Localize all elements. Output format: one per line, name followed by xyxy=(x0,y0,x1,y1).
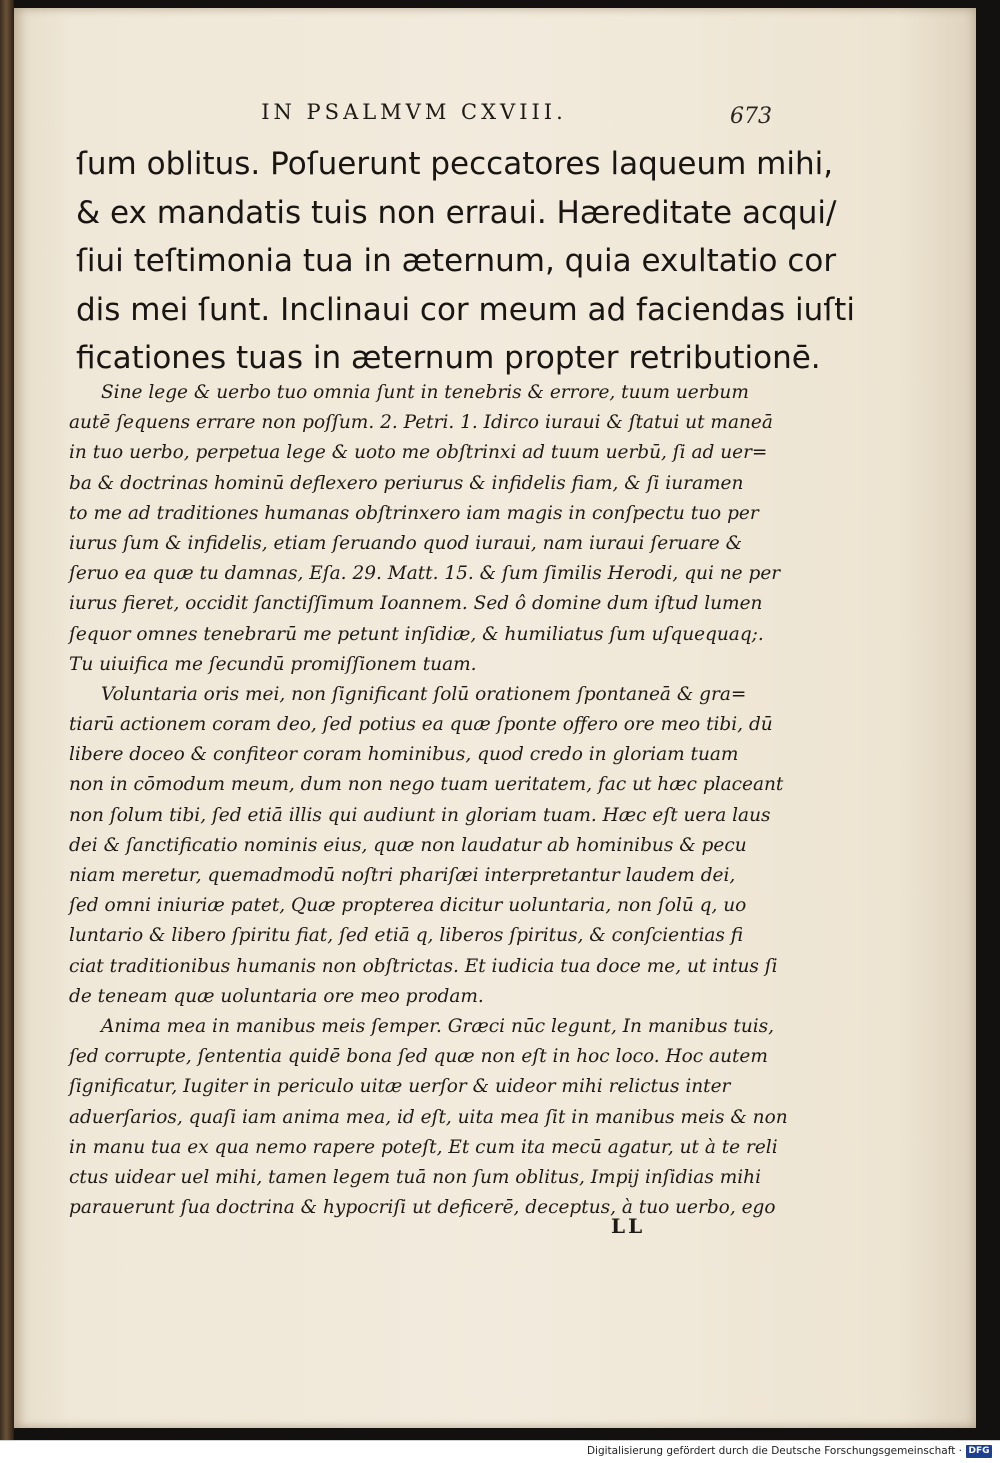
commentary-line: iurus ſum & infidelis, etiam ſeruando quod iuraui, nam iuraui ſeruare & xyxy=(69,532,743,554)
commentary-line: luntario & libero ſpiritu fiat, ſed etiā q, liberos ſpiritus, & conſcientias fi xyxy=(69,925,744,947)
psalm-line: ficationes tuas in æternum propter retributionē. xyxy=(76,340,821,376)
commentary-line: de teneam quæ uoluntaria ore meo prodam. xyxy=(69,985,484,1007)
dfg-logo: DFG xyxy=(966,1445,992,1458)
commentary-line: parauerunt ſua doctrina & hypocriſi ut deficerē, deceptus, à tuo uerbo, ego xyxy=(69,1197,776,1219)
commentary-line: Anima mea in manibus meis ſemper. Græci nūc legunt, In manibus tuis, xyxy=(101,1015,775,1037)
commentary-line: tiarū actionem coram deo, ſed potius ea quæ ſponte offero ore meo tibi, dū xyxy=(69,714,773,736)
psalm-line: dis mei ſunt. Inclinaui cor meum ad faciendas iuſti xyxy=(76,291,855,328)
commentary-line: iurus fieret, occidit ſanctiſſimum Ioannem. Sed ô domine dum iſtud lumen xyxy=(69,593,763,615)
psalm-line: & ex mandatis tuis non erraui. Hæreditate acqui/ xyxy=(76,194,837,231)
commentary-line: non in cōmodum meum, dum non nego tuam ueritatem, fac ut hæc placeant xyxy=(69,774,784,796)
psalm-line: ſiui teſtimonia tua in æternum, quia exultatio cor xyxy=(76,243,837,279)
folio-number: 673 xyxy=(730,104,772,129)
commentary-line: non ſolum tibi, ſed etiā illis qui audiunt in gloriam tuam. Hæc eſt uera laus xyxy=(69,804,771,826)
commentary-line: dei & ſanctificatio nominis eius, quæ non laudatur ab hominibus & pecu xyxy=(69,834,747,856)
book-page xyxy=(14,8,976,1428)
commentary-line: niam meretur, quemadmodū noſtri phariſæi interpretantur laudem dei, xyxy=(69,865,736,886)
commentary-line: autē ſequens errare non poſſum. 2. Petri. 1. Idirco iuraui & ſtatui ut maneā xyxy=(69,412,773,434)
commentary-line: Voluntaria oris mei, non ſignificant ſolū orationem ſpontaneā & gra= xyxy=(101,683,747,705)
psalm-line: ſum oblitus. Poſuerunt peccatores laqueum mihi, xyxy=(76,146,834,182)
running-head: IN PSALMVM CXVIII. xyxy=(261,100,567,124)
commentary-line: in manu tua ex qua nemo rapere poteſt, Et cum ita mecū agatur, ut à te reli xyxy=(69,1136,778,1158)
psalm-text-block xyxy=(76,140,855,383)
commentary-line: ſeruo ea quæ tu damnas, Eſa. 29. Matt. 15. & ſum ſimilis Herodi, qui ne per xyxy=(69,563,781,585)
signature-mark: LL xyxy=(611,1214,646,1238)
footer-funding-text: Digitalisierung gefördert durch die Deutsche Forschungsgemeinschaft · xyxy=(586,1445,962,1457)
commentary-line: Sine lege & uerbo tuo omnia ſunt in tenebris & errore, tuum uerbum xyxy=(101,382,749,403)
commentary-block xyxy=(69,378,788,1223)
commentary-line: ſed omni iniuriæ patet, Quæ propterea dicitur uoluntaria, non ſolū q, uo xyxy=(69,895,747,917)
book-binding-edge xyxy=(0,0,14,1440)
commentary-line: libere doceo & confiteor coram hominibus, quod credo in gloriam tuam xyxy=(69,744,739,766)
commentary-line: ctus uidear uel mihi, tamen legem tuā non ſum oblitus, Impij inſidias mihi xyxy=(69,1166,761,1188)
commentary-line: ſed corrupte, ſententia quidē bona ſed quæ non eſt in hoc loco. Hoc autem xyxy=(69,1046,768,1068)
commentary-line: ciat traditionibus humanis non obſtrictas. Et iudicia tua doce me, ut intus ſi xyxy=(69,955,778,977)
commentary-line: aduerſarios, quaſi iam anima mea, id eſt, uita mea ſit in manibus meis & non xyxy=(69,1106,788,1128)
commentary-line: in tuo uerbo, perpetua lege & uoto me obſtrinxi ad tuum uerbū, ſi ad uer= xyxy=(69,442,768,464)
commentary-line: Tu uiuifica me ſecundū promiſſionem tuam. xyxy=(69,653,477,675)
commentary-line: to me ad traditiones humanas obſtrinxero iam magis in conſpectu tuo per xyxy=(69,502,759,524)
footer-bar xyxy=(0,1440,1000,1463)
commentary-line: ba & doctrinas hominū deflexero periurus & infidelis fiam, & ſi iuramen xyxy=(69,472,744,494)
commentary-line: ſignificatur, Iugiter in periculo uitæ uerſor & uideor mihi relictus inter xyxy=(69,1076,731,1098)
commentary-line: ſequor omnes tenebrarū me petunt inſidiæ, & humiliatus ſum uſquequaq;. xyxy=(69,623,764,645)
